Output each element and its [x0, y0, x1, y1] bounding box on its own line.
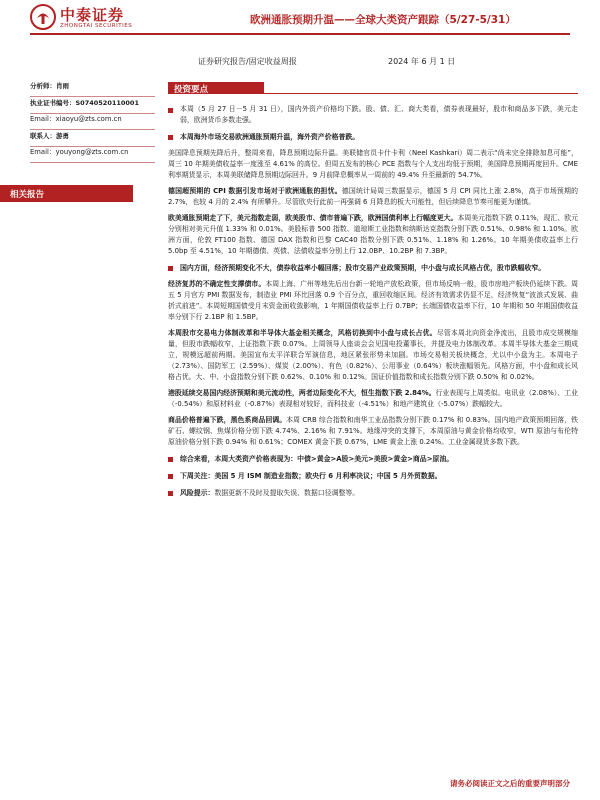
sidebar: [30, 82, 155, 165]
company-logo: [30, 4, 160, 34]
paragraph-bold: 综合来看，本周大类资产价格表现为：: [180, 455, 298, 463]
next-week-focus: [180, 471, 578, 482]
paragraph-text: 德国统计局周三数据显示，德国 5 月 CPI 同比上涨 2.8%，高于市场预期的 2.7%，也较 4 月的 2.4% 有所攀升。尽管欧央行此前一再强调 6 月降息的板大可能性，但后续降息节奏可能更为谨慎。: [168, 187, 578, 206]
germany-cpi-paragraph: [168, 186, 578, 208]
license-row: [30, 99, 155, 112]
key-point-risk: [168, 488, 578, 499]
paragraph-text: 本周（5 月 27 日－5 月 31 日），国内外资产价格均下跌。股、债、汇、商大类看，债券表现最好，股市和商品多下跌，美元走弱，欧洲货币多数走强。: [180, 105, 578, 124]
section-header: [168, 82, 578, 94]
license-number: S0740520110001: [75, 98, 139, 107]
overseas-heading: [180, 132, 578, 143]
paragraph-bold: 港股延续交易国内经济预期和美元流动性，两者边际变化不大，恒生指数下跌 2.84%。: [168, 389, 436, 397]
us-rate-paragraph: [168, 148, 578, 181]
main-content: [168, 82, 578, 499]
paragraph-bold: 欧美通胀预期走了下，美元指数走弱，欧美股市、债市普遍下跌，欧洲国债利率上行幅度更大。: [168, 214, 458, 222]
paragraph-bold: 经济复苏的不确定性支撑债市。: [168, 280, 266, 288]
sidebar-divider: [30, 113, 155, 114]
bullet-icon: [168, 266, 173, 271]
contact-row: [30, 132, 155, 145]
section-title: 投资要点: [174, 85, 209, 95]
summary-paragraph: [180, 104, 578, 126]
contact-name: 游勇: [56, 131, 69, 140]
key-point-domestic: [168, 263, 578, 274]
paragraph-text: 本周 CRB 综合指数和南华工业品指数分别下跌 0.17% 和 0.83%。国内地产政策预期回落，铁矿石、螺纹钢、焦煤价格分别下跌 4.74%、2.16% 和 7.91%。地缘冲突的支撑下，本周原油与黄金价格均收窄，WTI 原油与布伦特原油价格分别下跌 0.94% 和 0.61%；COMEX 黄金下跌 0.67%，LME 黄金上涨 0.24%。工业金属现货多数下跌。: [168, 416, 579, 446]
paragraph-bold: 本周股市交易电力体制改革和半导体大基金相关概念，风格切换到中小盘与成长占优。: [168, 329, 437, 337]
related-reports-label: 相关报告: [10, 190, 45, 200]
paragraph-bold: 商品价格普遍下跌，黑色系商品回调。: [168, 416, 287, 424]
document-title: 欧洲通胀预期升温——全球大类资产跟踪（5/27-5/31）: [250, 14, 516, 26]
analyst-name: 肖雨: [56, 82, 69, 90]
page-header: [0, 0, 600, 34]
key-point-next-week: [168, 471, 578, 482]
analyst-label: 分析师：: [30, 82, 56, 90]
bullet-icon: [168, 474, 173, 479]
risk-warning: [180, 488, 578, 499]
paragraph-bold: 风险提示：: [180, 489, 215, 497]
paragraph-text: 数据更新不及时及提取失误、数据口径调整等。: [214, 489, 360, 497]
hk-market-paragraph: [168, 388, 578, 410]
bullet-icon: [168, 457, 173, 462]
logo-mark-icon: [30, 4, 56, 30]
bullet-icon: [168, 135, 173, 140]
license-label: 执业证书编号：: [30, 98, 76, 107]
domestic-heading: [180, 263, 578, 274]
bond-market-paragraph: [168, 279, 578, 323]
analyst-row: [30, 82, 155, 95]
sidebar-divider: [30, 162, 155, 163]
section-header-line: [264, 93, 578, 94]
paragraph-text: 行业表现与上周类似。电讯业（2.08%）、工业（-0.54%）和原材料业（-0.87%）表现相对较好，而科技业（-4.51%）和地产建筑业（-5.07%）跌幅较大。: [168, 389, 578, 408]
logo-chinese-name: 中泰证券: [60, 6, 125, 24]
sidebar-divider: [30, 146, 155, 147]
paragraph-text: 本周上海、广州等地先后出台新一轮地产放松政策，但市场反响一般，股市房地产板块仍延续下跌。周五 5 月官方 PMI 数据发布，制造业 PMI 环比回落 0.9 个百分点，重回收缩区间。经济有效需求仍显不足，经济恢复“波浪式发展、曲折式前进”。本周短期国债受月末资金面收敛影响，1 年期国债收益率上行 0.7BP；长端国债收益率下行，10 年期和 50 年期国债收益率分别下行 2.1BP 和 1.5BP。: [168, 280, 579, 321]
analyst-email[interactable]: Email：xiaoyu@zts.com.cn: [30, 115, 122, 124]
paragraph-text: 中债>黄金>A股>美元>美股>黄金>商品>原油。: [297, 455, 454, 463]
key-points-list: [168, 104, 578, 126]
contact-email[interactable]: Email：youyong@zts.com.cn: [30, 148, 129, 157]
paragraph-bold: 本周海外市场交易欧洲通胀预期升温，海外资产价格普跌。: [180, 133, 360, 141]
report-category: 证券研究报告/固定收益周报: [198, 57, 297, 66]
paragraph-bold: 下周关注：: [180, 472, 215, 480]
paragraph-bold: 国内方面，经济预期变化不大，债券收益率小幅回落；股市交易产业政策预期，中小盘与成长风格占优，股市跌幅收窄。: [180, 264, 546, 272]
related-reports-header: [0, 185, 133, 202]
paragraph-bold: 德国超预期的 CPI 数据引发市场对于欧洲通胀的担忧。: [168, 187, 342, 195]
paragraph-text: 本周美元指数下跌 0.11%，现汇、欧元分别相对美元升值 1.33% 和 0.01%。美股标普 500 指数、道琼斯工业指数和纳斯达克指数分别下跌 0.51%、0.98% 和 1.10%。欧洲方面，伦敦 FT100 指数、德国 DAX 指数和巴黎 CAC40 指数分别下跌 0.51%、1.18% 和 1.26%。10 年期美债收益率上行 5.0bp 至 4.51%，10 年期德债、英债、法债收益率分别上行 12.0BP、10.2BP 和 7.3BP。: [168, 214, 578, 255]
key-point-summary: [168, 454, 578, 465]
header-divider: [30, 33, 570, 35]
report-date: 2024 年 6 月 1 日: [388, 57, 456, 66]
bullet-icon: [168, 491, 173, 496]
sidebar-divider: [30, 129, 155, 130]
key-point-overseas: [168, 132, 578, 143]
paragraph-text: 美国 5 月 ISM 制造业指数；欧央行 6 月利率决议；中国 5 月外贸数据。: [214, 472, 442, 480]
bullet-icon: [168, 108, 173, 113]
contact-label: 联系人：: [30, 131, 56, 140]
commodity-paragraph: [168, 415, 578, 448]
paragraph-text: 美国降息预期先降后升，整周来看，降息预期边际升温。美联储官员卡什卡利（Neel Kashkari）周二表示“尚未完全排除加息可能”，周三 10 年期美债收益率一度涨至 4.61% 的高位。但周五发布的核心 PCE 指数与个人支出均低于预期，美国降息预期再度回升。CME 利率期货显示，本周美联储降息预期边际回升。9 月前降息概率从一周前的 49.4% 升至最新的 54.7%。: [168, 149, 578, 179]
summary-ranking: [180, 454, 578, 465]
europe-us-market-paragraph: [168, 213, 578, 257]
paragraph-text: 尽管本周北向资金净流出，且股市成交规模缩量，但股市跌幅收窄，上证指数下跌 0.07%。上周领导人座谈会会见国电投董事长，并提及电力体制改革。本周半导体大基金三期成立，规模远超前两期。美国宣布太平洋联合军演信息，地区紧张形势未加剧。市场交易相关板块概念，尤以中小盘为主。本周电子（2.73%）、国防军工（2.59%）、煤炭（2.00%）、有色（0.82%）、公用事业（0.64%）板块涨幅领先。风格方面，中小盘和成长风格占优。大、中、小盘指数分别下跌 0.62%、0.10% 和 0.12%。国证价值指数和成长指数分别下跌 0.50% 和 0.02%。: [168, 329, 579, 381]
logo-english-name: ZHONGTAI SECURITIES: [60, 23, 133, 29]
stock-market-paragraph: [168, 328, 578, 383]
sidebar-divider: [30, 96, 155, 97]
footer-disclaimer: 请务必阅读正文之后的重要声明部分: [450, 779, 570, 788]
